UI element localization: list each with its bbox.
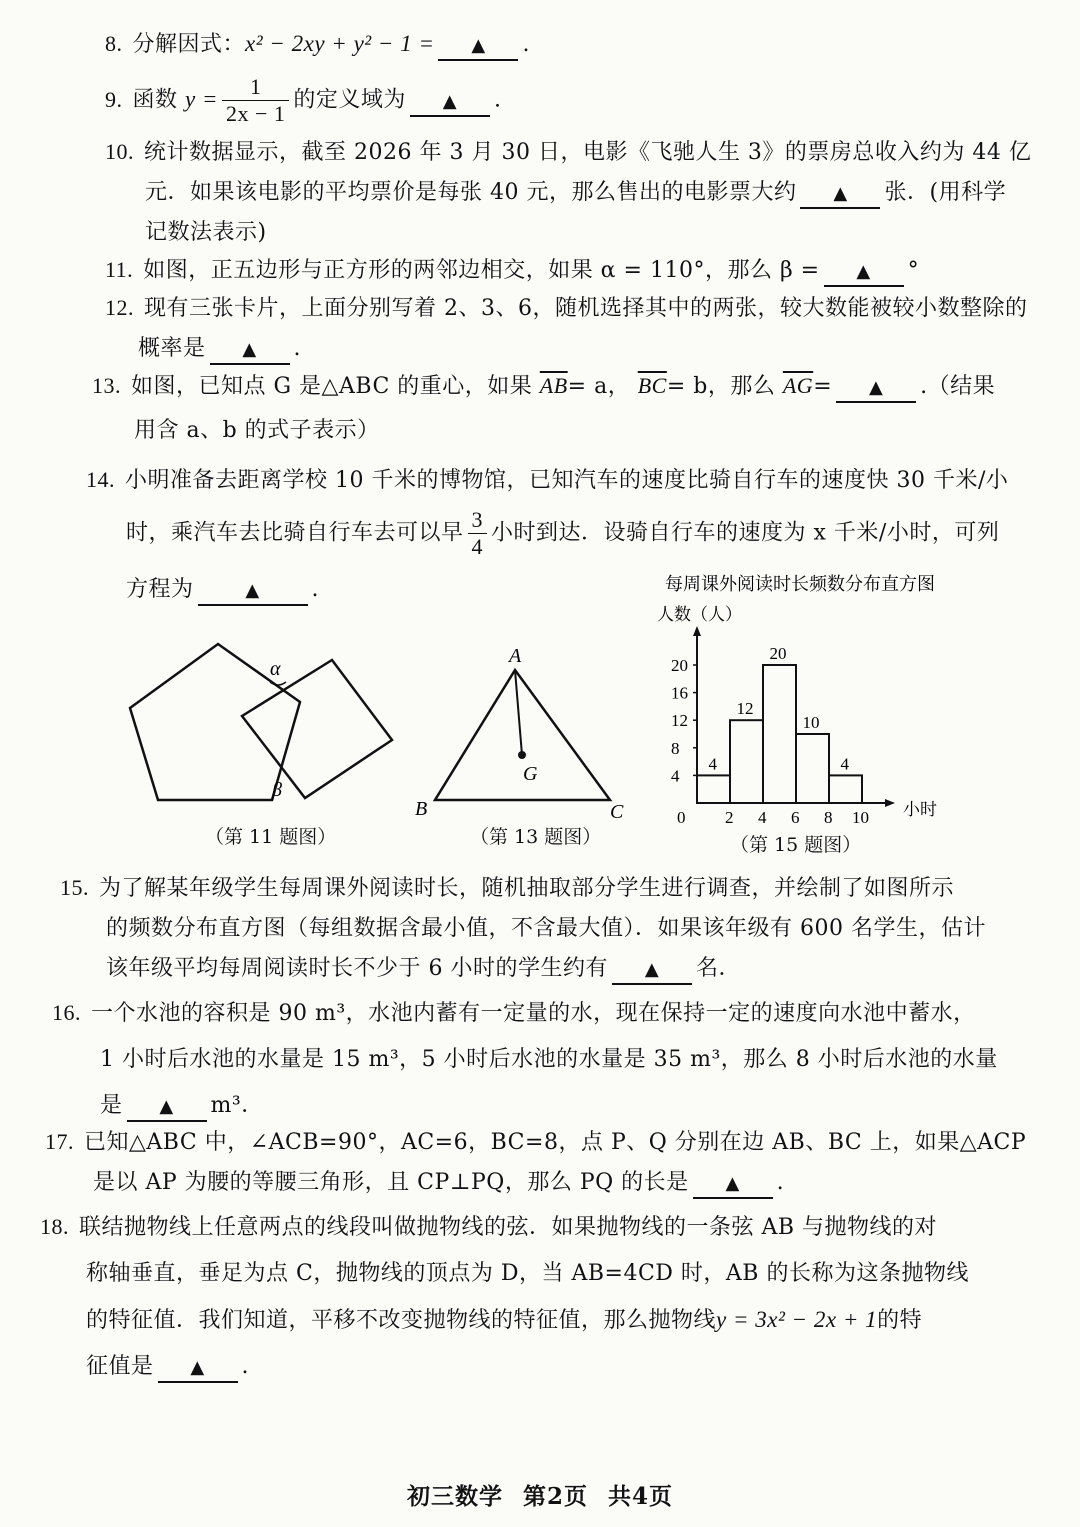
figure-15-caption: （第 15 题图）: [730, 834, 862, 856]
histogram-bar: [796, 734, 829, 803]
question-text: 的定义域为: [293, 87, 406, 113]
question-text: 小时到达．设骑自行车的速度为 x 千米/小时，可列: [491, 520, 1000, 546]
question-text: 如图，正五边形与正方形的两邻边相交，如果 α = 110°，那么 β =: [143, 258, 820, 283]
fraction: [468, 507, 488, 560]
square-shape: [242, 660, 392, 798]
y-tick-label: 8: [671, 738, 680, 758]
question-text: 如图，已知点 G 是△ABC 的重心，如果: [131, 374, 533, 399]
x-axis-label: 小时: [903, 800, 937, 820]
triangle-icon: ▲: [245, 580, 260, 601]
bar-data-label: 12: [736, 699, 754, 719]
y-tick-label: 16: [671, 683, 688, 703]
question-number: 14.: [86, 467, 115, 492]
answer-blank[interactable]: [158, 1354, 238, 1383]
triangle-icon: ▲: [868, 377, 884, 398]
figure-13-caption: （第 13 题图）: [470, 826, 602, 848]
question-text: 概率是: [138, 336, 206, 361]
histogram-bar: [829, 775, 862, 803]
y-tick-label: 20: [671, 656, 688, 675]
figure-15-histogram: [655, 568, 955, 828]
answer-blank[interactable]: [836, 374, 916, 403]
question-number: 18.: [40, 1214, 69, 1239]
centroid-g-label: G: [523, 763, 538, 785]
question-text: 小明准备去距离学校 10 千米的博物馆，已知汽车的速度比骑自行车的速度快 30 千米/小: [125, 468, 1009, 493]
bar-data-label: 20: [769, 644, 787, 663]
question-text: 是以 AP 为腰的等腰三角形，且 CP⊥PQ，那么 PQ 的长是: [93, 1170, 689, 1195]
alpha-label: α: [270, 658, 281, 680]
question-11: [105, 250, 919, 291]
question-text: 元．如果该电影的平均票价是每张 40 元，那么售出的电影票大约: [145, 180, 797, 205]
question-text: 的频数分布直方图（每组数据含最小值，不含最大值）．如果该年级有 600 名学生，估计: [106, 916, 986, 941]
question-18: [40, 1204, 1035, 1390]
triangle-icon: ▲: [725, 1173, 740, 1194]
question-text: 现有三张卡片，上面分别写着 2、3、6，随机选择其中的两张，较大数能被较小数整除的: [144, 296, 1028, 321]
punctuation: .: [241, 1354, 250, 1379]
question-text: 征值是: [86, 1354, 154, 1379]
triangle-icon: ▲: [242, 339, 257, 360]
question-number: 13.: [92, 373, 121, 398]
question-10: [105, 132, 1035, 253]
fraction-denominator: 4: [471, 534, 484, 559]
triangle-icon: ▲: [442, 90, 458, 112]
median-ag: [515, 670, 522, 755]
answer-blank[interactable]: [438, 32, 518, 61]
triangle-icon: ▲: [159, 1096, 174, 1117]
question-text: .（结果: [920, 374, 996, 399]
histogram-bar: [730, 720, 763, 803]
question-text: 分解因式：: [132, 32, 246, 57]
triangle-icon: ▲: [856, 261, 871, 282]
answer-blank[interactable]: [800, 180, 880, 209]
question-text: 用含 a、b 的式子表示）: [134, 418, 380, 443]
x-tick-label: 6: [791, 808, 800, 827]
question-16: [52, 990, 1032, 1129]
question-text: 是: [100, 1093, 123, 1118]
triangle-icon: ▲: [190, 1357, 205, 1378]
question-text: 名．: [696, 956, 742, 981]
question-number: 9.: [105, 86, 123, 112]
question-12: [105, 288, 1035, 369]
figure-11-pentagon-square: [120, 630, 410, 820]
bar-data-label: 4: [708, 754, 717, 774]
math-expression: y = 3x² − 2x + 1: [716, 1307, 878, 1332]
x-tick-label: 10: [852, 808, 869, 827]
fraction-numerator: 1: [222, 74, 289, 101]
question-text: 该年级平均每周阅读时长不少于 6 小时的学生约有: [106, 956, 608, 981]
question-8: [105, 24, 530, 65]
fraction-numerator: 3: [468, 507, 488, 534]
question-text: 为了解某年级学生每周课外阅读时长，随机抽取部分学生进行调查，并绘制了如图所示: [99, 876, 955, 901]
question-text: 函数: [132, 87, 178, 113]
footer-page-number: 第2页: [522, 1483, 588, 1510]
page-footer: [0, 1478, 1080, 1511]
vector-ab: $\overline{AB}$: [539, 373, 568, 398]
question-text: 1 小时后水池的水量是 15 m³，5 小时后水池的水量是 35 m³，那么 8 小时后水池的水量: [100, 1047, 998, 1072]
question-text: 联结抛物线上任意两点的线段叫做抛物线的弦．如果抛物线的一条弦 AB 与抛物线的对: [79, 1215, 938, 1240]
vector-bc: $\overline{BC}$: [637, 373, 667, 398]
question-text: = a，: [567, 374, 631, 399]
answer-blank[interactable]: [198, 577, 308, 606]
question-text: 统计数据显示，截至 2026 年 3 月 30 日，电影《飞驰人生 3》的票房总收入约为 44 亿: [144, 140, 1032, 165]
histogram-bar: [697, 775, 730, 803]
beta-label: β: [272, 779, 282, 801]
fraction: [222, 74, 289, 127]
y-axis-label: 人数（人）: [657, 605, 742, 625]
fraction-denominator: 2x − 1: [226, 101, 286, 126]
answer-blank[interactable]: [210, 336, 290, 365]
triangle-icon: ▲: [644, 959, 660, 980]
answer-blank[interactable]: [410, 88, 490, 117]
answer-blank[interactable]: [127, 1093, 207, 1122]
vertex-a-label: A: [509, 645, 522, 667]
y-tick-label: 12: [671, 711, 688, 731]
figure-11-caption: （第 11 题图）: [205, 826, 337, 848]
bar-data-label: 4: [840, 754, 849, 774]
triangle-icon: ▲: [833, 183, 848, 204]
question-text: = b，那么: [666, 374, 776, 399]
question-text: 的特征值．我们知道，平移不改变抛物线的特征值，那么抛物线: [86, 1308, 717, 1333]
point-g: [518, 751, 526, 759]
punctuation: °: [907, 258, 920, 283]
punctuation: .: [493, 87, 502, 113]
question-number: 12.: [105, 295, 134, 320]
question-number: 8.: [105, 31, 123, 56]
question-number: 17.: [45, 1129, 74, 1154]
footer-subject: 初三数学: [406, 1483, 503, 1510]
footer-total-pages: 共4页: [608, 1483, 674, 1510]
histogram-bar: [763, 665, 796, 803]
question-text: 时，乘汽车去比骑自行车去可以早: [126, 520, 464, 546]
vector-ag: $\overline{AG}$: [782, 373, 814, 398]
x-tick-label: 2: [725, 808, 734, 827]
punctuation: .: [311, 577, 320, 602]
question-text: =: [813, 374, 833, 399]
question-text: 已知△ABC 中，∠ACB=90°，AC=6，BC=8，点 P、Q 分别在边 AB、BC 上，如果△ACP: [84, 1130, 1027, 1155]
punctuation: .: [522, 32, 530, 57]
answer-blank[interactable]: [824, 258, 904, 287]
question-17: [45, 1122, 1035, 1203]
x-tick-label: 4: [758, 808, 767, 827]
answer-blank[interactable]: [612, 956, 692, 985]
punctuation: .: [293, 336, 302, 361]
question-text: 方程为: [126, 577, 194, 602]
chart-title: 每周课外阅读时长频数分布直方图: [665, 574, 935, 595]
question-number: 15.: [60, 875, 89, 900]
question-number: 10.: [105, 139, 134, 164]
question-text: 一个水池的容积是 90 m³，水池内蓄有一定量的水，现在保持一定的速度向水池中蓄水，: [91, 1001, 976, 1026]
question-text: m³．: [210, 1093, 264, 1118]
vertex-b-label: B: [415, 798, 428, 820]
x-axis-arrow: [885, 799, 895, 807]
question-13: [92, 366, 1032, 451]
math-expression: x² − 2xy + y² − 1 =: [245, 31, 435, 56]
x-tick-label: 0: [677, 808, 686, 827]
y-tick-label: 4: [671, 766, 680, 786]
question-15: [60, 868, 1030, 989]
question-number: 11.: [105, 257, 134, 282]
question-text: 记数法表示): [145, 220, 267, 245]
bar-data-label: 10: [802, 713, 820, 732]
y-axis-arrow: [693, 626, 701, 636]
question-number: 16.: [52, 1000, 81, 1025]
x-tick-label: 8: [824, 808, 833, 827]
vertex-c-label: C: [610, 801, 624, 820]
answer-blank[interactable]: [693, 1170, 773, 1199]
triangle-icon: ▲: [471, 35, 486, 56]
question-text: 的特: [877, 1308, 923, 1333]
question-9: [105, 74, 501, 127]
figure-13-triangle: [405, 640, 635, 820]
punctuation: .: [776, 1170, 785, 1195]
question-text: 称轴垂直，垂足为点 C，抛物线的顶点为 D，当 AB=4CD 时，AB 的长称为这条抛物线: [86, 1261, 969, 1286]
question-text: 张．(用科学: [884, 180, 1007, 205]
math-expression: y =: [185, 86, 218, 112]
